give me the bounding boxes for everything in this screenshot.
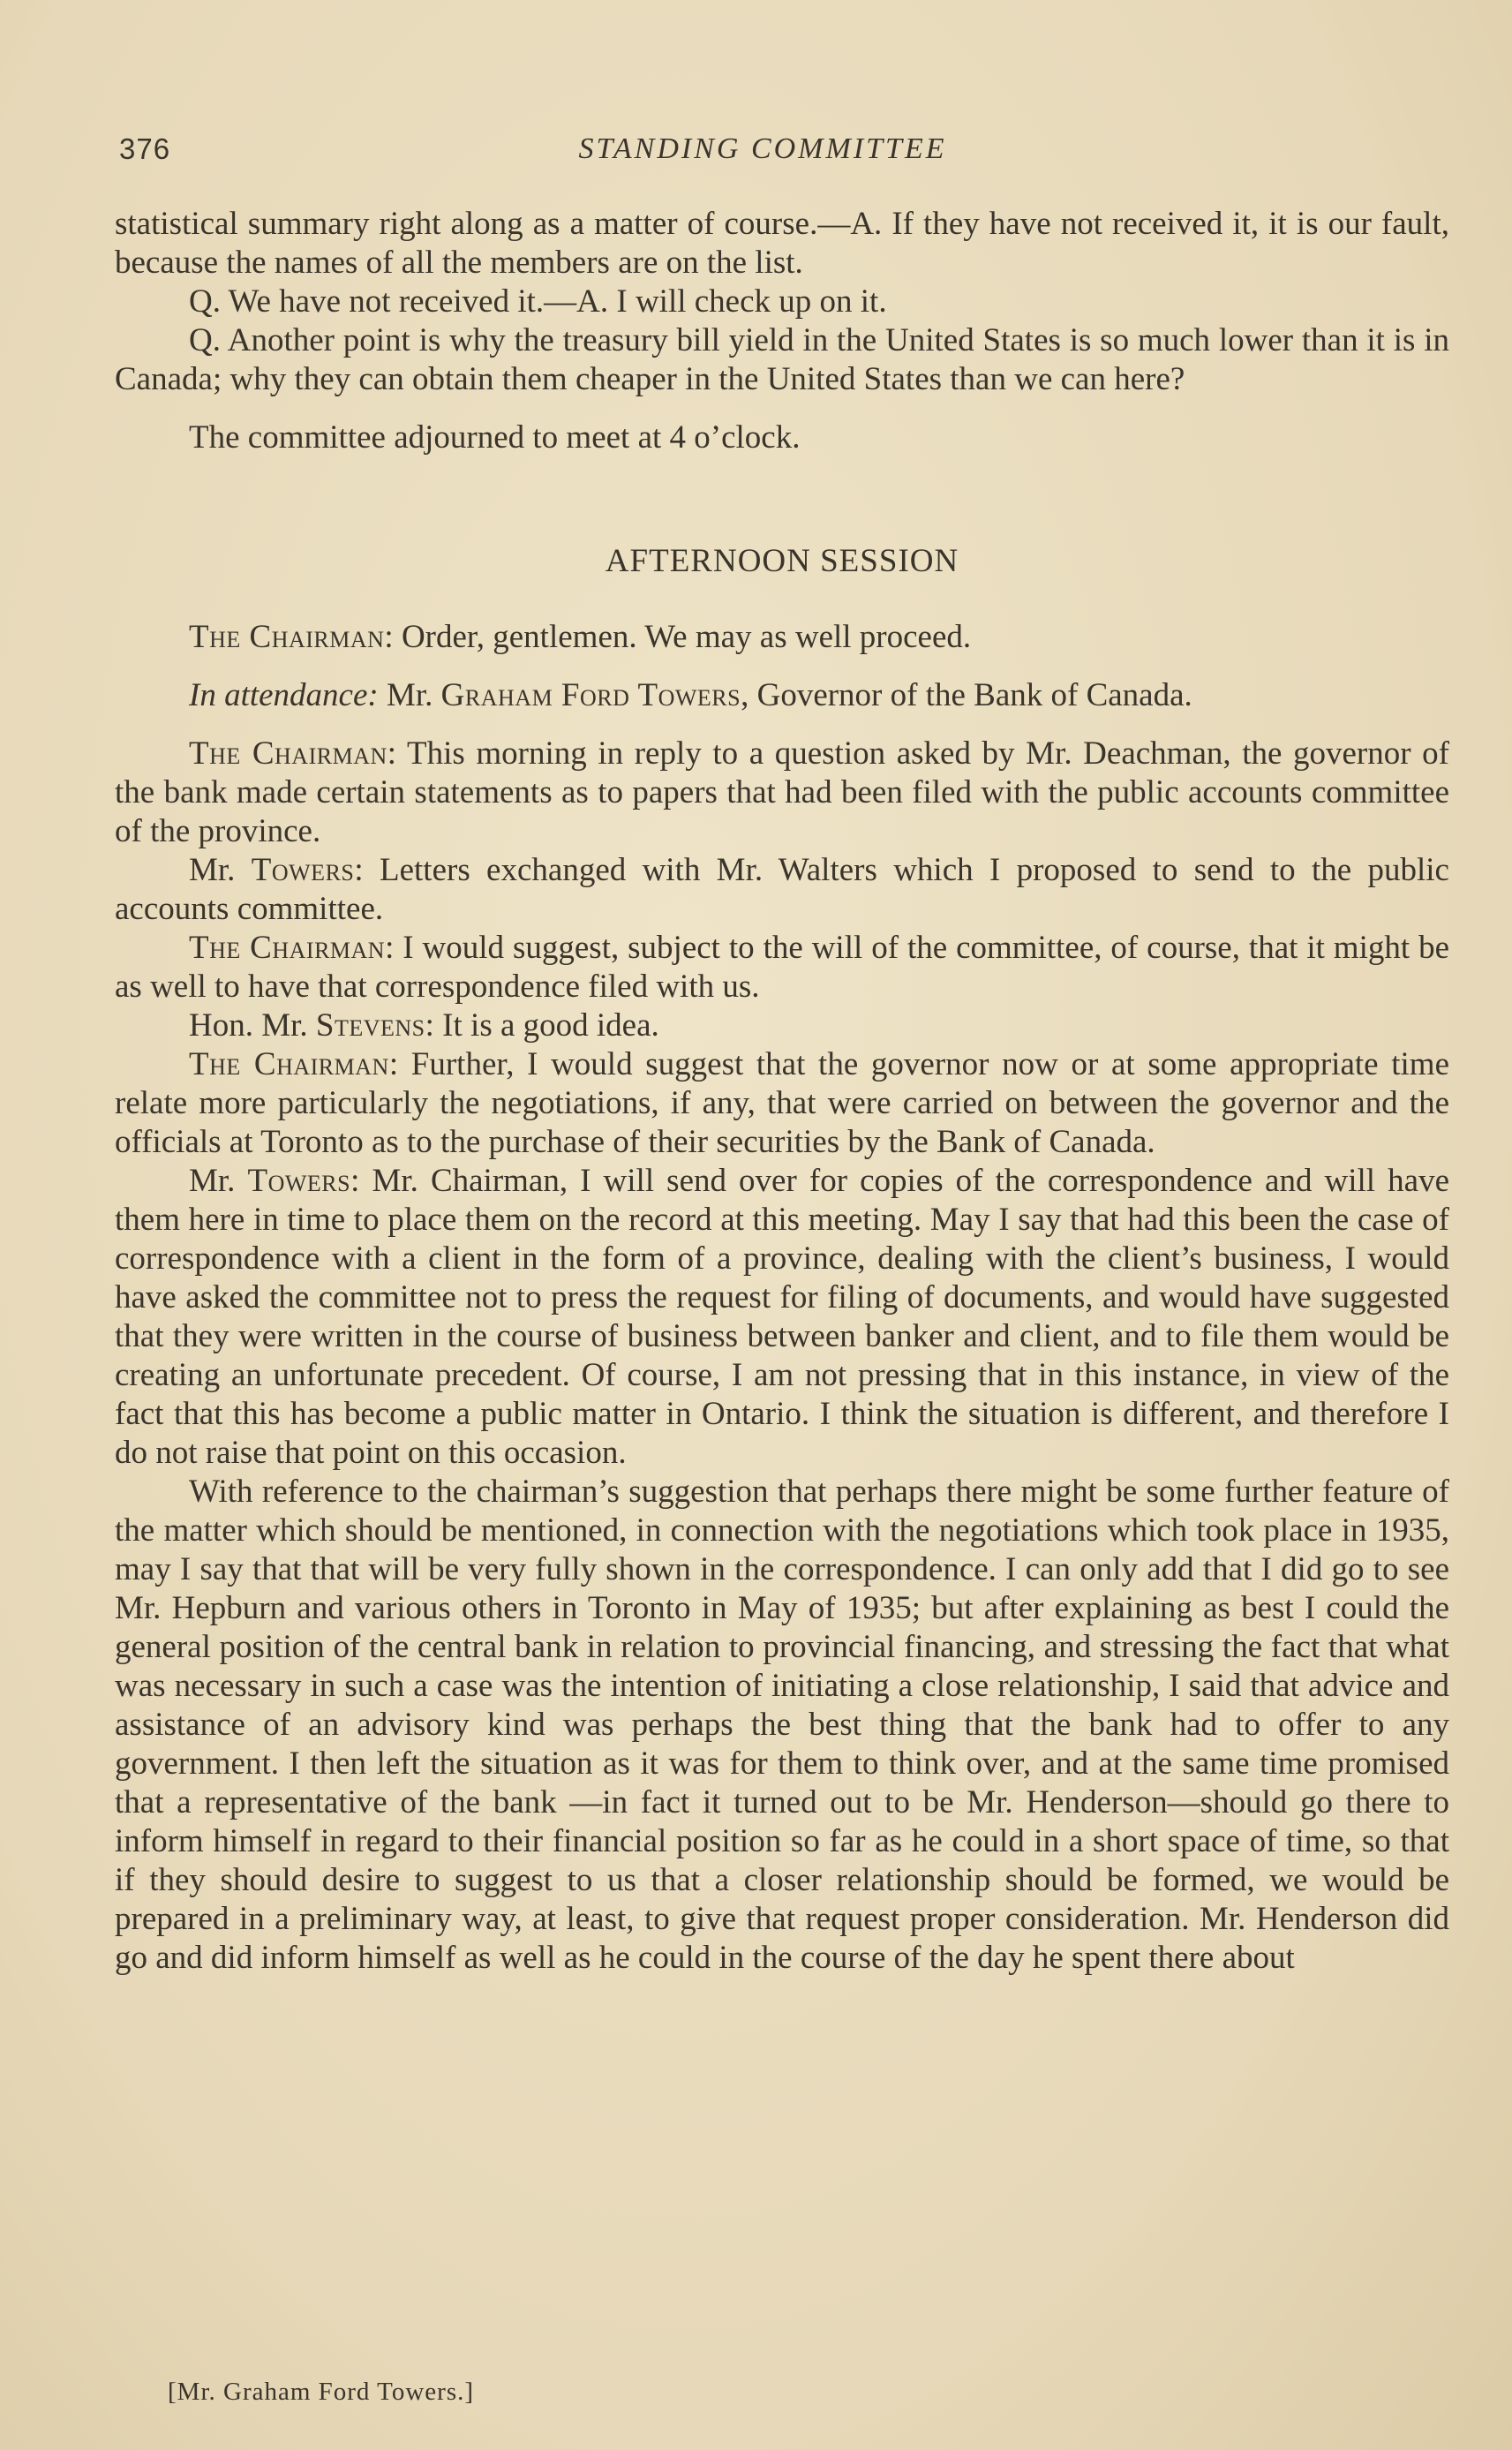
speech-text: : Letters exchanged with Mr. Walters which I proposed to send to the public accounts committee. bbox=[115, 852, 1449, 927]
speech bbox=[115, 929, 1449, 1006]
paragraph: Q. Another point is why the treasury bill yield in the United States is so much lower than it is in Canada; why they can obtain them cheaper in the United States than we can here? bbox=[115, 322, 1449, 397]
speaker-prefix: Mr. bbox=[189, 852, 252, 888]
speech bbox=[115, 1006, 1449, 1045]
body-text bbox=[115, 205, 1449, 1978]
attendance-label: In attendance: bbox=[189, 677, 379, 713]
attendance-prefix: Mr. bbox=[378, 677, 441, 713]
speaker-prefix: Mr. bbox=[189, 1163, 248, 1199]
page-number: 376 bbox=[119, 132, 171, 165]
speech bbox=[115, 735, 1449, 851]
running-head: STANDING COMMITTEE bbox=[578, 132, 947, 165]
speech-text: : Order, gentlemen. We may as well proceed. bbox=[384, 619, 972, 655]
speaker-prefix: Hon. Mr. bbox=[189, 1007, 316, 1044]
speech-text: : It is a good idea. bbox=[425, 1007, 659, 1044]
speaker-name: The Chairman bbox=[189, 930, 386, 966]
attendance-note bbox=[115, 676, 1449, 715]
speech-text: : Further, I would suggest that the governor now or at some appropriate time relate more particularly the negotiations, if any, that were carried on between the governor and the officials at Toronto as to the purchase of their securities by the Bank of Canada. bbox=[115, 1046, 1449, 1160]
attendance-text: , Governor of the Bank of Canada. bbox=[741, 677, 1192, 713]
speaker-name: Stevens bbox=[315, 1007, 425, 1044]
paragraph: Q. We have not received it.—A. I will check up on it. bbox=[189, 283, 887, 320]
speaker-name: The Chairman bbox=[189, 619, 385, 655]
speech bbox=[115, 1045, 1449, 1162]
speech bbox=[115, 618, 1449, 657]
speaker-name: Towers bbox=[247, 1163, 351, 1199]
page-header bbox=[119, 132, 1406, 177]
paragraph: With reference to the chairman’s suggestion that perhaps there might be some further feature of the matter which should be mentioned, in connection with the negotiations which took place in 1935, may I say that that will be very fully shown in the correspondence. I can only add that I did go to see Mr. Hepburn and various others in Toronto in May of 1935; but after explaining as best I could the general position of the central bank in relation to provincial financing, and stressing the fact that what was necessary in such a case was the intention of initiating a close relationship, I said that advice and assistance of an advisory kind was perhaps the best thing that the bank had to offer to any government. I then left the situation as it was for them to think over, and at the same time promised that a representative of the bank —in fact it turned out to be Mr. Henderson—should go there to inform himself in regard to their financial position so far as he could in a short space of time, so that if they should desire to suggest to us that a closer relationship should be formed, we would be prepared in a preliminary way, at least, to give that request proper consideration. Mr. Henderson did go and did inform himself as well as he could in the course of the day he spent there about bbox=[115, 1474, 1449, 1976]
speaker-name: The Chairman bbox=[189, 1046, 389, 1082]
speaker-name: Towers bbox=[251, 852, 355, 888]
paragraph: statistical summary right along as a matter of course.—A. If they have not received it, it is our fault, because the names of all the members are on the list. bbox=[115, 206, 1449, 281]
speech bbox=[115, 851, 1449, 929]
section-title: AFTERNOON SESSION bbox=[605, 543, 959, 579]
speaker-name: The Chairman bbox=[189, 735, 387, 772]
speech bbox=[115, 1162, 1449, 1473]
attendee-name: Graham Ford Towers bbox=[440, 677, 741, 713]
footer-speaker-note: [Mr. Graham Ford Towers.] bbox=[168, 2378, 475, 2406]
adjournment-note: The committee adjourned to meet at 4 o’clock. bbox=[189, 419, 801, 456]
speech-text: : Mr. Chairman, I will send over for copies of the correspondence and will have them here in time to place them on the record at this meeting. May I say that had this been the case of correspondence with a client in the form of a province, dealing with the client’s business, I would have asked the committee not to press the request for filing of documents, and would have suggested that they were written in the course of business between banker and client, and to file them would be creating an unfortunate precedent. Of course, I am not pressing that in this instance, in view of the fact that this has become a public matter in Ontario. I think the situation is different, and therefore I do not raise that point on this occasion. bbox=[115, 1163, 1449, 1471]
speech-text: : I would suggest, subject to the will of the committee, of course, that it might be as well to have that correspondence filed with us. bbox=[115, 930, 1449, 1005]
speech-text: : This morning in reply to a question asked by Mr. Deachman, the governor of the bank made certain statements as to papers that had been filed with the public accounts committee of the province. bbox=[115, 735, 1449, 849]
